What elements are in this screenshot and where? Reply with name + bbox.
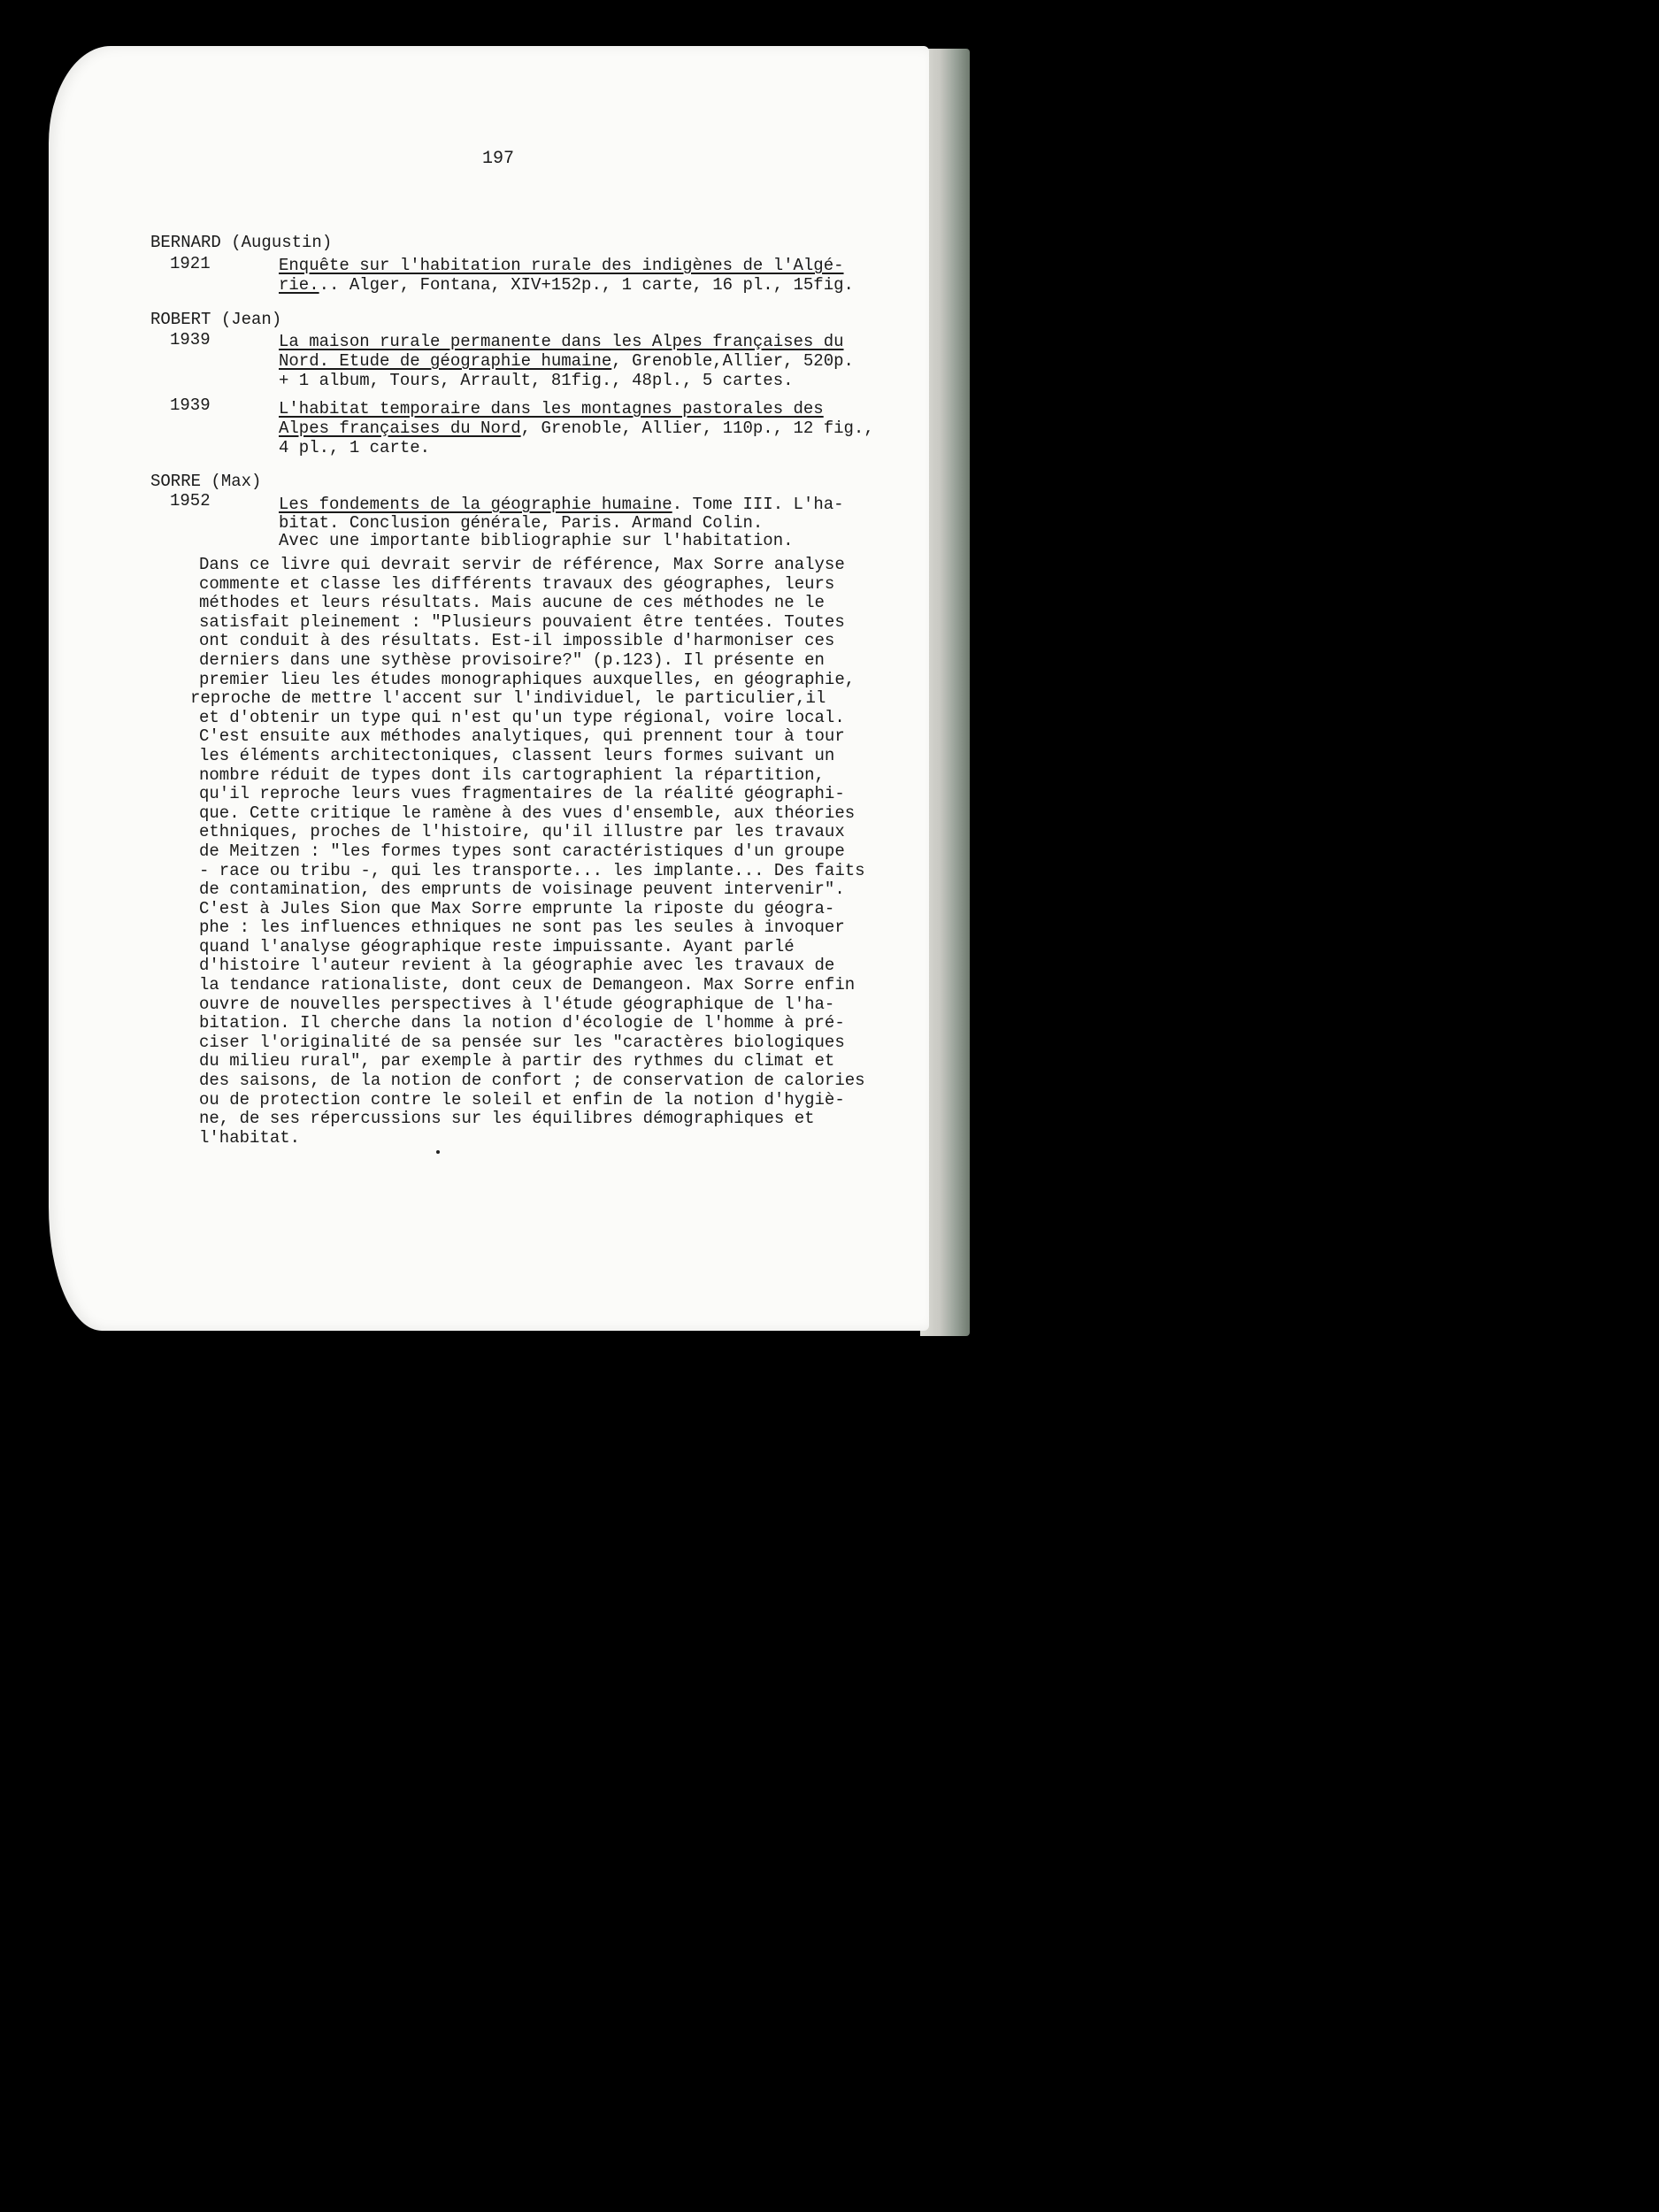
- entry-line: [279, 332, 844, 351]
- paragraph-line: de Meitzen : "les formes types sont caractéristiques d'un groupe: [199, 841, 845, 861]
- entry-line: [279, 256, 844, 275]
- paragraph-line: ont conduit à des résultats. Est-il impossible d'harmoniser ces: [199, 631, 835, 651]
- paragraph-line: les éléments architectoniques, classent leurs formes suivant un: [199, 745, 835, 765]
- entry-year: 1921: [170, 254, 211, 273]
- paragraph-line: C'est ensuite aux méthodes analytiques, qui prennent tour à tour: [199, 726, 845, 747]
- paragraph-line: d'histoire l'auteur revient à la géographie avec les travaux de: [199, 956, 835, 976]
- paragraph-line: ou de protection contre le soleil et enfin de la notion d'hygiè-: [199, 1089, 845, 1110]
- work-title: rie.: [279, 275, 319, 295]
- paragraph-line: ethniques, proches de l'histoire, qu'il illustre par les travaux: [199, 822, 845, 842]
- entry-line: Avec une importante bibliographie sur l'habitation.: [279, 531, 794, 550]
- entry-year: 1952: [170, 491, 211, 511]
- entry-line: 4 pl., 1 carte.: [279, 438, 431, 457]
- paragraph-line: phe : les influences ethniques ne sont pas les seules à invoquer: [199, 918, 845, 938]
- paragraph-line: qu'il reproche leurs vues fragmentaires de la réalité géographi-: [199, 784, 845, 804]
- entry-year: 1939: [170, 330, 211, 349]
- entry-line: + 1 album, Tours, Arrault, 81fig., 48pl., 5 cartes.: [279, 371, 794, 390]
- paragraph-line: quand l'analyse géographique reste impuissante. Ayant parlé: [199, 936, 795, 956]
- work-title: La maison rurale permanente dans les Alpes françaises du: [279, 332, 844, 351]
- work-title: Enquête sur l'habitation rurale des indigènes de l'Algé-: [279, 256, 844, 275]
- author-heading: SORRE (Max): [150, 472, 262, 491]
- entry-line: Alpes françaises du Nord, Grenoble, Allier, 110p., 12 fig.,: [279, 419, 874, 438]
- paragraph-line: que. Cette critique le ramène à des vues d'ensemble, aux théories: [199, 803, 856, 823]
- paragraph-line: C'est à Jules Sion que Max Sorre emprunte la riposte du géogra-: [199, 898, 835, 918]
- work-title: L'habitat temporaire dans les montagnes pastorales des: [279, 399, 824, 419]
- paragraph-line: de contamination, des emprunts de voisinage peuvent intervenir".: [199, 879, 845, 900]
- ink-speck: [436, 1150, 440, 1154]
- paragraph-line: ne, de ses répercussions sur les équilibres démographiques et: [199, 1109, 815, 1129]
- paragraph-line: méthodes et leurs résultats. Mais aucune de ces méthodes ne le: [199, 593, 825, 613]
- entry-line: Nord. Etude de géographie humaine, Grenoble,Allier, 520p.: [279, 351, 854, 371]
- paragraph-line: reproche de mettre l'accent sur l'individuel, le particulier,il: [190, 688, 826, 709]
- entry-line: [279, 399, 824, 419]
- paragraph-line: l'habitat.: [199, 1127, 301, 1148]
- author-heading: BERNARD (Augustin): [150, 233, 333, 252]
- entry-line: Les fondements de la géographie humaine. Tome III. L'ha-: [279, 495, 844, 514]
- paragraph-line: ouvre de nouvelles perspectives à l'étude géographique de l'ha-: [199, 994, 835, 1014]
- paragraph-line: ciser l'originalité de sa pensée sur les "caractères biologiques: [199, 1032, 845, 1052]
- entry-line: bitat. Conclusion générale, Paris. Armand Colin.: [279, 513, 764, 533]
- author-heading: ROBERT (Jean): [150, 310, 282, 329]
- paragraph-line: des saisons, de la notion de confort ; de conservation de calories: [199, 1071, 865, 1091]
- paragraph-line: premier lieu les études monographiques auxquelles, en géographie,: [199, 669, 856, 689]
- paragraph-line: - race ou tribu -, qui les transporte... les implante... Des faits: [199, 860, 865, 880]
- paragraph-line: la tendance rationaliste, dont ceux de Demangeon. Max Sorre enfin: [199, 975, 856, 995]
- paragraph-line: commente et classe les différents travaux des géographes, leurs: [199, 573, 835, 594]
- commentary-paragraph: [190, 555, 872, 1148]
- entry-line: rie... Alger, Fontana, XIV+152p., 1 carte, 16 pl., 15fig.: [279, 275, 854, 295]
- paragraph-line: du milieu rural", par exemple à partir des rythmes du climat et: [199, 1051, 835, 1071]
- work-title: Nord. Etude de géographie humaine: [279, 351, 612, 371]
- paragraph-line: nombre réduit de types dont ils cartographient la répartition,: [199, 764, 825, 785]
- work-title: Les fondements de la géographie humaine: [279, 495, 672, 514]
- paragraph-line: et d'obtenir un type qui n'est qu'un type régional, voire local.: [199, 707, 845, 727]
- paragraph-line: satisfait pleinement : "Plusieurs pouvaient être tentées. Toutes: [199, 611, 845, 632]
- paragraph-line: Dans ce livre qui devrait servir de référence, Max Sorre analyse: [199, 555, 845, 574]
- page-number: 197: [482, 149, 515, 169]
- paragraph-line: derniers dans une sythèse provisoire?" (p.123). Il présente en: [199, 649, 825, 670]
- paragraph-line: bitation. Il cherche dans la notion d'écologie de l'homme à pré-: [199, 1013, 845, 1033]
- entry-year: 1939: [170, 396, 211, 415]
- work-title: Alpes françaises du Nord: [279, 419, 521, 438]
